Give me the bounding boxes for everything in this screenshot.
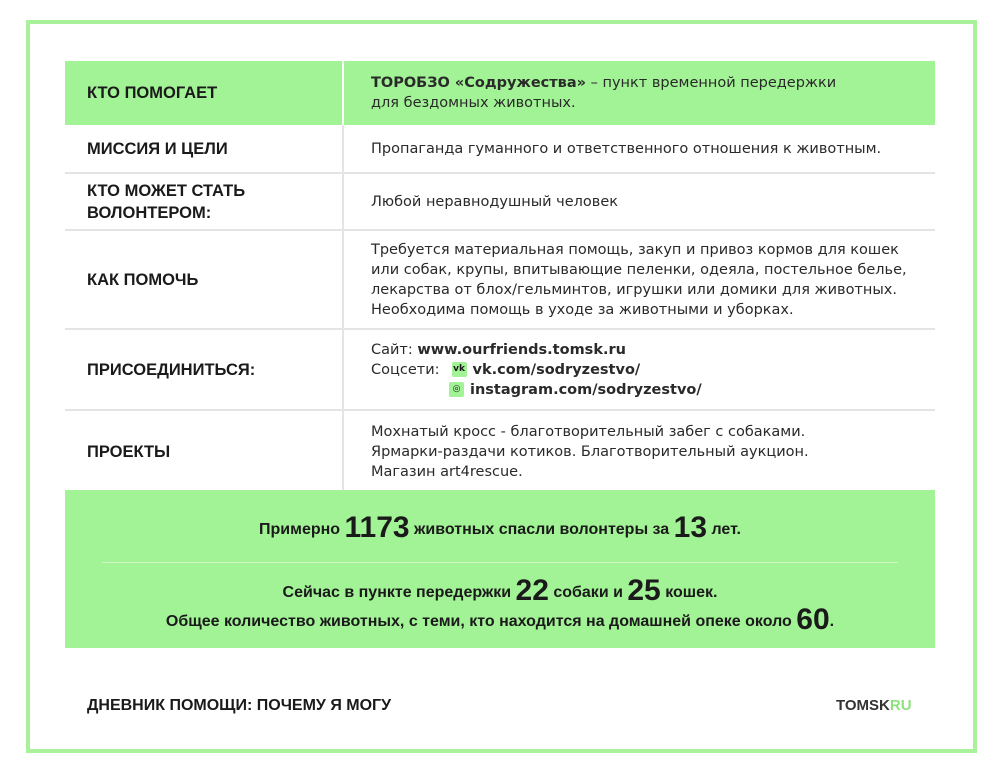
table-row — [65, 125, 935, 174]
row-value: Мохнатый кросс - благотворительный забег с собаками. Ярмарки-раздачи котиков. Благотворительный аукцион. Магазин art4rescue. — [371, 423, 809, 480]
org-name: ТОРОБЗО «Содружества» — [371, 75, 587, 91]
row-value: Требуется материальная помощь, закуп и привоз кормов для кошек или собак, крупы, впитывающие пеленки, одеяла, постельное белье, лекарства от блох/гельминтов, игрушки или домики для животных. Необходима помощь в уходе за животными и уборках. — [371, 241, 907, 318]
instagram-icon: ◎ — [449, 382, 464, 397]
row-label: КАК ПОМОЧЬ — [65, 231, 344, 328]
instagram-link[interactable]: instagram.com/sodryzestvo/ — [470, 381, 702, 398]
divider — [102, 562, 898, 563]
footer-title: ДНЕВНИК ПОМОЩИ: ПОЧЕМУ Я МОГУ — [87, 697, 392, 714]
row-label: КТО МОЖЕТ СТАТЬ ВОЛОНТЕРОМ: — [65, 174, 344, 229]
table-row — [65, 231, 935, 330]
table-row — [65, 411, 935, 492]
summary-current: Сейчас в пункте передержки 22 собаки и 25 кошек. — [282, 574, 718, 607]
table-row — [65, 330, 935, 411]
row-label: ПРОЕКТЫ — [65, 411, 344, 492]
table-row — [65, 174, 935, 231]
row-label: МИССИЯ И ЦЕЛИ — [65, 125, 344, 172]
row-value: Пропаганда гуманного и ответственного отношения к животным. — [371, 140, 882, 157]
table-row — [65, 61, 935, 125]
info-table — [65, 61, 935, 492]
site-link[interactable]: www.ourfriends.tomsk.ru — [417, 341, 626, 358]
vk-icon: vk — [452, 362, 467, 377]
row-value: Любой неравнодушный человек — [371, 193, 619, 210]
summary-rescued: Примерно 1173 животных спасли волонтеры за 13 лет. — [259, 511, 741, 544]
row-value: ТОРОБЗО «Содружества» – пункт временной передержки для бездомных животных. — [371, 75, 837, 111]
summary-total: Общее количество животных, с теми, кто находится на домашней опеке около 60. — [165, 603, 835, 636]
row-label: ПРИСОЕДИНИТЬСЯ: — [65, 330, 344, 409]
vk-link[interactable]: vk.com/sodryzestvo/ — [472, 361, 641, 378]
row-label: КТО ПОМОГАЕТ — [65, 61, 344, 125]
tomsk-ru-logo: TOMSKRU — [836, 697, 912, 714]
summary-panel — [65, 490, 935, 648]
row-value: Сайт: www.ourfriends.tomsk.ru Соцсети: vk vk.com/sodryzestvo/ ◎ instagram.com/sodryzestvo/ — [371, 341, 702, 398]
